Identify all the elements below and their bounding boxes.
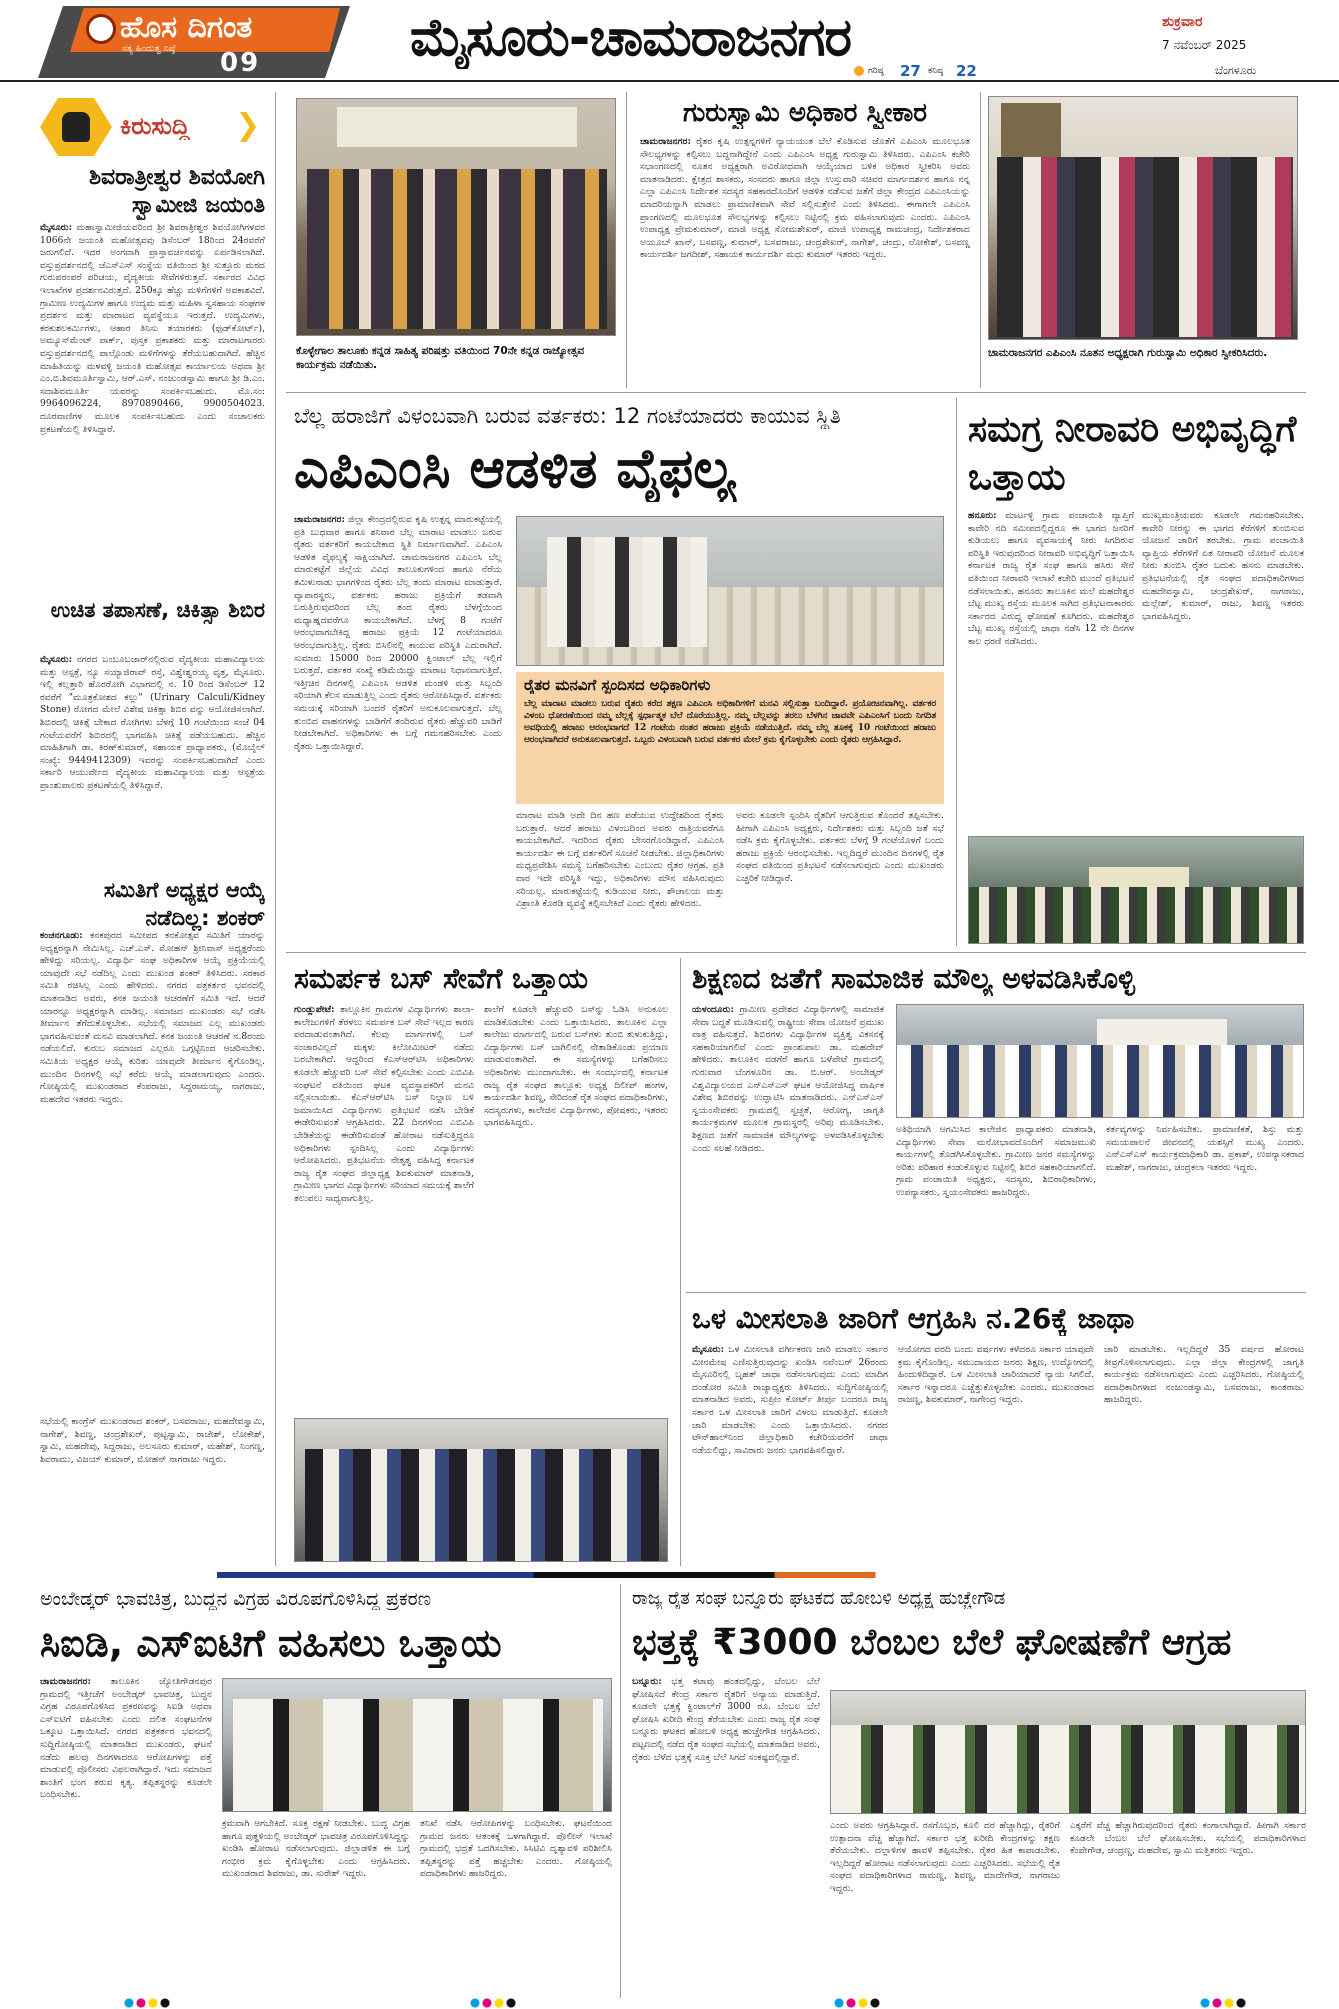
raitha-body xyxy=(632,1676,820,1994)
weather-low: 22 xyxy=(956,62,977,80)
brief-1-body xyxy=(40,222,265,594)
ambedkar-kicker: ಅಂಬೇಡ್ಕರ್ ಭಾವಚಿತ್ರ, ಬುದ್ಧನ ವಿಗ್ರಹ ವಿರೂಪಗೊಳಿಸಿದ್ದ ಪ್ರಕರಣ xyxy=(40,1588,432,1610)
reservation-title: ಒಳ ಮೀಸಲಾತಿ ಜಾರಿಗೆ ಆಗ್ರಹಿಸಿ ನ.26ಕ್ಕೆ ಜಾಥಾ xyxy=(692,1302,1135,1335)
apmc-dateline: ಚಾಮರಾಜನಗರ: xyxy=(294,514,345,525)
page-number: 09 xyxy=(220,48,261,78)
ambedkar-text: ತಾಲೂಕಿನ ಜ್ಯೋತಿಗೌಡನಪುರ ಗ್ರಾಮದಲ್ಲಿ ಇತ್ತೀಚೆಗೆ ಅಂಬೇಡ್ಕರ್ ಭಾವಚಿತ್ರ, ಬುದ್ಧನ ವಿಗ್ರಹ ವಿರೂಪಗೊಳಿಸಿದ ಪ್ರಕರಣವನ್ನು ಸಿಐಡಿ ಅಥವಾ ಎಸ್ಐಟಿಗೆ ವಹಿಸಬೇಕು ಎಂದು ದಲಿತ ಸಂಘಟನೆಗಳ ಒಕ್ಕೂಟ ಒತ್ತಾಯಿಸಿದೆ. ನಗರದ ಪತ್ರಕರ್ತರ ಭವನದಲ್ಲಿ ಸುದ್ದಿಗೋಷ್ಠಿಯಲ್ಲಿ ಮಾತನಾಡಿದ ಮುಖಂಡರು, ಘಟನೆ ನಡೆದು ಹಲವು ದಿನಗಳಾದರೂ ಆರೋಪಿಗಳನ್ನು ಪತ್ತೆ ಮಾಡುವಲ್ಲಿ ಪೊಲೀಸರು ವಿಫಲರಾಗಿದ್ದಾರೆ. ಇದು ಸಮಾಜದ ಶಾಂತಿಗೆ ಭಂಗ ತರುವ ಕೃತ್ಯ. ತಪ್ಪಿತಸ್ಥರನ್ನು ಕೂಡಲೇ ಬಂಧಿಸಬೇಕು. xyxy=(40,1676,212,1801)
chevron-right-icon xyxy=(240,112,256,142)
press-shape xyxy=(233,1699,603,1812)
apmc-body-3: ಅವರು ಕೂಡಲೇ ಸ್ಪಂದಿಸಿ ರೈತರಿಗೆ ಆಗುತ್ತಿರುವ ತೊಂದರೆ ತಪ್ಪಿಸಬೇಕು. ಹೀಗಾಗಿ ಎಪಿಎಂಸಿ ಅಧ್ಯಕ್ಷರು, ನಿರ್ದೇಶಕರು ಮತ್ತು ಸಿಬ್ಬಂದಿ ಜತೆ ಸಭೆ ನಡೆಸಿ ಕ್ರಮ ಕೈಗೊಳ್ಳಬೇಕು. ವರ್ತಕರು ಬೆಳಗ್ಗೆ 9 ಗಂಟೆಯೊಳಗೆ ಬಂದು ಹರಾಜು ಪ್ರಕ್ರಿಯೆ ಆರಂಭಿಸಬೇಕು. ಇಲ್ಲದಿದ್ದರೆ ಮುಂದಿನ ದಿನಗಳಲ್ಲಿ ರೈತ ಸಂಘದ ವತಿಯಿಂದ ಪ್ರತಿಭಟನೆ ನಡೆಸಲಾಗುವುದು ಎಂದು ಮುಖಂಡರು ಎಚ್ಚರಿಕೆ ನೀಡಿದ್ದಾರೆ. xyxy=(736,810,944,884)
bus-body-2: ಶಾಲೆಗೆ ಕೂಡಲೇ ಹೆಚ್ಚುವರಿ ಬಸ್‌ನ್ನು ಓಡಿಸಿ ಅನುಕೂಲ ಮಾಡಿಕೊಡಬೇಕು ಎಂದು ಒತ್ತಾಯಿಸಿದರು. ತಾಲೂಕಿನ ಎಲ್ಲಾ ಕಾಲೇಜು ಮಾರ್ಗದಲ್ಲಿ ಬರುವ ಬಸ್‌ಗಳು ತುಂಬಿ ತುಳುಕುತ್ತಿದ್ದು, ವಿದ್ಯಾರ್ಥಿಗಳು ಬಸ್ ಬಾಗಿಲಿನಲ್ಲಿ ನೇತಾಡಿಕೊಂಡು ಪ್ರಯಾಣ ಮಾಡುವಂತಾಗಿದೆ. ಈ ಸಮಸ್ಯೆಗಳನ್ನು ಬಗೆಹರಿಸಲು ಅಧಿಕಾರಿಗಳು ಮುಂದಾಗಬೇಕು. ಈ ಸಂದರ್ಭದಲ್ಲಿ ಕರ್ನಾಟಕ ರಾಜ್ಯ ರೈತ ಸಂಘದ ತಾಲ್ಲೂಕು ಅಧ್ಯಕ್ಷ ದಿಲೀಪ್ ಹಂಗಳ, ಕಾರ್ಯದರ್ಶಿ ಶಿವಣ್ಣ, ಸೇರಿದಂತೆ ರೈತ ಸಂಘದ ಪದಾಧಿಕಾರಿಗಳು, ಸದಸ್ಯರುಗಳು, ಕಾಲೇಜಿನ ವಿದ್ಯಾರ್ಥಿಗಳು, ಪೋಷಕರು, ಇತರರು ಭಾಗವಹಿಸಿದ್ದರು. xyxy=(484,1004,668,1129)
issue-day: ಶುಕ್ರವಾರ xyxy=(1162,14,1203,30)
apmc-body-2: ಮಾರಾಟ ಮಾಡಿ ಅದೇ ದಿನ ಹಣ ಪಡೆಯುವ ಉದ್ದೇಶದಿಂದ ರೈತರು ಬರುತ್ತಾರೆ. ಆದರೆ ಹರಾಜು ವಿಳಂಬದಿಂದ ಅವರು ರಾತ್ರಿಯವರೆಗೂ ಕಾಯಬೇಕಾಗಿದೆ. ಇದರಿಂದ ರೈತರು ಬೇಸರಗೊಂಡಿದ್ದಾರೆ. ಎಪಿಎಂಸಿ ಕಾರ್ಯದರ್ಶಿ ಈ ಬಗ್ಗೆ ವರ್ತಕರಿಗೆ ಸೂಚನೆ ನೀಡಬೇಕು. ಜಿಲ್ಲಾಧಿಕಾರಿಗಳು ಮಧ್ಯಪ್ರವೇಶಿಸಿ ಸಮಸ್ಯೆ ಬಗೆಹರಿಸಬೇಕು ಎಂಬುದು ರೈತರ ಆಗ್ರಹ. ಪ್ರತಿ ವಾರ ಇದೇ ಪರಿಸ್ಥಿತಿ ಇದ್ದು, ಅಧಿಕಾರಿಗಳು ಮೌನ ವಹಿಸಿರುವುದು ಸರಿಯಲ್ಲ. ಮಾರುಕಟ್ಟೆಯಲ್ಲಿ ಕುಡಿಯುವ ನೀರು, ಶೌಚಾಲಯ ಮತ್ತು ವಿಶ್ರಾಂತಿ ಕೊಠಡಿ ವ್ಯವಸ್ಥೆ ಕಲ್ಪಿಸಬೇಕಿದೆ ಎಂದು ರೈತರು ಹೇಳಿದರು. xyxy=(516,810,724,910)
mid-rule-2 xyxy=(680,958,681,1566)
social-hrule xyxy=(686,1292,1306,1293)
irrigation-body-2: ಮುಖ್ಯಮಂತ್ರಿಯವರು ಕೂಡಲೇ ಗಮನಹರಿಸಬೇಕು. ಕಾವೇರಿ ನೀರನ್ನು ಈ ಭಾಗದ ಕೆರೆಗಳಿಗೆ ತುಂಬಿಸುವ ಯೋಜನೆ ಜಾರಿಗೆ ತರಬೇಕು. ಗ್ರಾಮ ಪಂಚಾಯಿತಿ ವ್ಯಾಪ್ತಿಯ ಕೆರೆಗಳಿಗೆ ಏತ ನೀರಾವರಿ ಯೋಜನೆ ಮೂಲಕ ನೀರು ತುಂಬಿಸಿ ರೈತರ ಬದುಕು ಹಸನು ಮಾಡಬೇಕು. ಪ್ರತಿಭಟನೆಯಲ್ಲಿ ರೈತ ಸಂಘದ ಪದಾಧಿಕಾರಿಗಳಾದ ಮಹದೇವಸ್ವಾಮಿ, ಚಂದ್ರಶೇಖರ್, ನಾಗರಾಜು, ಮಲ್ಲೇಶ್, ಕುಮಾರ್, ರಾಜು, ಶಿವಣ್ಣ ಇತರರು ಭಾಗವಹಿಸಿದ್ದರು. xyxy=(1142,510,1304,622)
raitha-text: ಭತ್ತ ಕಟಾವು ಹಂತದಲ್ಲಿದ್ದು, ಬೆಂಬಲ ಬೆಲೆ ಘೋಷಿಸದೆ ಕೇಂದ್ರ ಸರ್ಕಾರ ರೈತರಿಗೆ ಅನ್ಯಾಯ ಮಾಡುತ್ತಿದೆ. ಕೂಡಲೇ ಭತ್ತಕ್ಕೆ ಕ್ವಿಂಟಾಲ್‌ಗೆ 3000 ರೂ. ಬೆಂಬಲ ಬೆಲೆ ಘೋಷಿಸಿ ಖರೀದಿ ಕೇಂದ್ರ ತೆರೆಯಬೇಕು ಎಂದು ರಾಜ್ಯ ರೈತ ಸಂಘ ಬನ್ನೂರು ಘಟಕದ ಹೋಬಳಿ ಅಧ್ಯಕ್ಷ ಹುಚ್ಚೇಗೌಡ ಆಗ್ರಹಿಸಿದರು. ಪಟ್ಟಣದಲ್ಲಿ ನಡೆದ ರೈತ ಸಂಘದ ಸಭೆಯಲ್ಲಿ ಮಾತನಾಡಿದ ಅವರು, ರೈತರು ಬೆಳೆದ ಭತ್ತಕ್ಕೆ ಸೂಕ್ತ ಬೆಲೆ ಸಿಗದೆ ಸಂಕಷ್ಟದಲ್ಲಿದ್ದಾರೆ. xyxy=(632,1676,820,1763)
social-text: ಗ್ರಾಮೀಣ ಪ್ರದೇಶದ ವಿದ್ಯಾರ್ಥಿಗಳಲ್ಲಿ ಸಾಮಾಜಿಕ ಸೇವಾ ಬದ್ಧತೆ ಮೂಡಿಸುವಲ್ಲಿ ರಾಷ್ಟ್ರೀಯ ಸೇವಾ ಯೋಜನೆ ಪ್ರಮುಖ ಪಾತ್ರ ವಹಿಸುತ್ತದೆ. ಶಿಬಿರಗಳು ವಿದ್ಯಾರ್ಥಿಗಳ ವ್ಯಕ್ತಿತ್ವ ವಿಕಸನಕ್ಕೆ ಸಹಕಾರಿಯಾಗಲಿವೆ ಎಂದು ಪ್ರಾಂಶುಪಾಲ ಡಾ. ಮಹದೇವ್ ಹೇಳಿದರು. ತಾಲೂಕಿನ ವಡಗೆರೆ ಹಾಗೂ ಬಳೆಪೇಟೆ ಗ್ರಾಮದಲ್ಲಿ ಗುರುವಾರ ಬೆಂಗಳೂರಿನ ಡಾ. ಬಿ.ಆರ್. ಅಂಬೇಡ್ಕರ್ ವಿಶ್ವವಿದ್ಯಾಲಯದ ಎನ್ಎಸ್ಎಸ್ ಘಟಕ ಆಯೋಜಿಸಿದ್ದ ವಾರ್ಷಿಕ ವಿಶೇಷ ಶಿಬಿರವನ್ನು ಉದ್ಘಾಟಿಸಿ ಮಾತನಾಡಿದರು. ಎನ್ಎಸ್ಎಸ್ ಸ್ವಯಂಸೇವಕರು ಗ್ರಾಮದಲ್ಲಿ ಸ್ವಚ್ಛತೆ, ಆರೋಗ್ಯ, ಜಾಗೃತಿ ಕಾರ್ಯಕ್ರಮಗಳ ಮೂಲಕ ಗ್ರಾಮಸ್ಥರಲ್ಲಿ ಅರಿವು ಮೂಡಿಸಬೇಕು. ಶಿಕ್ಷಣದ ಜತೆಗೆ ಸಾಮಾಜಿಕ ಮೌಲ್ಯಗಳನ್ನು ಅಳವಡಿಸಿಕೊಳ್ಳಬೇಕು ಎಂದು ಸಲಹೆ ನೀಡಿದರು. xyxy=(692,1004,884,1154)
hand-icon xyxy=(62,112,90,142)
brief-2-dateline: ಮೈಸೂರು: xyxy=(40,654,72,665)
apmc-title: ಎಪಿಎಂಸಿ ಆಡಳಿತ ವೈಫಲ್ಯ xyxy=(294,437,736,500)
apmc-kicker: ಬೆಲ್ಲ ಹರಾಜಿಗೆ ವಿಳಂಬವಾಗಿ ಬರುವ ವರ್ತಕರು: 12 ಗಂಟೆಯಾದರು ಕಾಯುವ ಸ್ಥಿತಿ xyxy=(294,404,841,428)
photo-raitha xyxy=(830,1690,1306,1814)
brief-1-title: ಶಿವರಾತ್ರೀಶ್ವರ ಶಿವಯೋಗಿ ಸ್ವಾಮೀಜಿ ಜಯಂತಿ xyxy=(88,165,265,218)
masthead xyxy=(0,0,1339,82)
ambedkar-title: ಸಿಐಡಿ, ಎಸ್ಐಟಿಗೆ ವಹಿಸಲು ಒತ್ತಾಯ xyxy=(40,1621,502,1665)
brief-3-dateline: ಕಂಚನಗೂಡು: xyxy=(40,930,83,941)
photo-irrigation xyxy=(968,836,1304,944)
ambedkar-body-3: ತನಿಖೆ ನಡೆಸಿ ಆರೋಪಿಗಳನ್ನು ಬಂಧಿಸಬೇಕು. ಘಟನೆಯಿಂದ ಗ್ರಾಮದ ಜನರು ಆತಂಕಕ್ಕೆ ಒಳಗಾಗಿದ್ದಾರೆ. ಪೊಲೀಸ್ ಇಲಾಖೆ ಗ್ರಾಮದಲ್ಲಿ ಭದ್ರತೆ ಒದಗಿಸಬೇಕು. ಸಿಸಿಟಿವಿ ದೃಶ್ಯಾವಳಿ ಪರಿಶೀಲಿಸಿ ತಪ್ಪಿತಸ್ಥರನ್ನು ಪತ್ತೆ ಹಚ್ಚಬೇಕು ಎಂದರು. ಗೋಷ್ಠಿಯಲ್ಲಿ ಪದಾಧಿಕಾರಿಗಳು ಹಾಜರಿದ್ದರು. xyxy=(420,1818,612,1880)
people-shape xyxy=(307,169,607,329)
weather-low-label: ಕನಿಷ್ಠ xyxy=(928,66,944,76)
meeting-shape xyxy=(831,1725,1306,1814)
brief-3-text: ಕನಕಪುರದ ಸಮೀಪದ ಕನಕೋತ್ಸವ ಸಮಿತಿಗೆ ಯಾರನ್ನು ಅಧ್ಯಕ್ಷರನ್ನಾಗಿ ನೇಮಿಸಿಲ್ಲ. ಎಚ್.ಎಸ್. ಮೋಹನ್ ಶ್ರೀನಿವಾಸ್ ಅಧ್ಯಕ್ಷರೆಂದು ಹೇಳಿದ್ದು ಸರಿಯಲ್ಲ. ವಿದ್ಯಾರ್ಥಿ ಸಂಘ ಅಧಿಕಾರಿಗಳ ಆಯ್ಕೆ ಪ್ರಕ್ರಿಯೆಯಲ್ಲಿ ಯಾವುದೇ ಸಭೆ ನಡೆದಿಲ್ಲ ಎಂದು ಮುಖಂಡ ಶಂಕರ್ ತಿಳಿಸಿದರು. ಸರಕಾರ ಸಮಿತಿ ರಚಿಸಿಲ್ಲ ಎಂದು ಹೇಳಿದರು. ನಗರದ ಪತ್ರಕರ್ತರ ಭವನದಲ್ಲಿ ಮಾತನಾಡಿದ ಅವರು, ಕನಕ ಜಯಂತಿ ಆಚರಣೆಗೆ ಸಮಿತಿ ಇದೆ. ಆದರೆ ಯಾರನ್ನೂ ಅಧ್ಯಕ್ಷರನ್ನಾಗಿ ಮಾಡಿಲ್ಲ. ಸಮಾಜದ ಮುಖಂಡರು ಸಭೆ ನಡೆಸಿ ತೀರ್ಮಾನ ತೆಗೆದುಕೊಳ್ಳಬೇಕು. ಸಭೆಯಲ್ಲಿ ಸಮಾಜದ ಎಲ್ಲ ಮುಖಂಡರು ಭಾಗವಹಿಸುವಂತೆ ಮನವಿ ಮಾಡಲಾಗಿದೆ. ಕನಕ ಜಯಂತಿ ಆಚರಣೆ ನ.8ರಂದು ನಡೆಯಲಿದೆ. ಕುರುಬ ಸಮಾಜದ ಎಲ್ಲರೂ ಒಗ್ಗಟ್ಟಿನಿಂದ ಆಚರಿಸಬೇಕು. ಸಮಿತಿಯ ಅಧ್ಯಕ್ಷರ ಆಯ್ಕೆ ಕುರಿತು ಯಾವುದೇ ತೀರ್ಮಾನ ಕೈಗೊಂಡಿಲ್ಲ. ಮುಂದಿನ ದಿನಗಳಲ್ಲಿ ಸಭೆ ಕರೆದು ಆಯ್ಕೆ ಮಾಡಲಾಗುವುದು ಎಂದರು. ಗೋಷ್ಠಿಯಲ್ಲಿ ಮುಖಂಡರಾದ ಕೆಂಪರಾಜು, ಸಿದ್ದರಾಮಯ್ಯ, ನಾಗರಾಜು, ಮಹದೇವ ಇತರರು ಇದ್ದರು. xyxy=(40,930,265,1105)
ambedkar-body xyxy=(40,1676,212,1994)
reservation-body-2: ಆಯೋಗದ ವರದಿ ಬಂದು ವರ್ಷಗಳು ಕಳೆದರೂ ಸರ್ಕಾರ ಯಾವುದೇ ಕ್ರಮ ಕೈಗೊಂಡಿಲ್ಲ. ಸಮುದಾಯದ ಜನರು ಶಿಕ್ಷಣ, ಉದ್ಯೋಗದಲ್ಲಿ ಹಿಂದುಳಿದಿದ್ದಾರೆ. ಒಳ ಮೀಸಲಾತಿ ಜಾರಿಯಾದರೆ ನ್ಯಾಯ ಸಿಗಲಿದೆ. ಸರ್ಕಾರ ಇನ್ನಾದರೂ ಎಚ್ಚೆತ್ತುಕೊಳ್ಳಬೇಕು ಎಂದರು. ಮುಖಂಡರಾದ ರಾಜಣ್ಣ, ಶಿವಕುಮಾರ್, ನಾಗೇಂದ್ರ ಇದ್ದರು. xyxy=(898,1344,1094,1406)
people-shape-3 xyxy=(547,537,707,647)
registration-marks-4 xyxy=(1200,1998,1260,2008)
apmc-box-title: ರೈತರ ಮನವಿಗೆ ಸ್ಪಂದಿಸದ ಅಧಿಕಾರಿಗಳು xyxy=(524,676,711,694)
top-rule-2 xyxy=(980,92,981,388)
gurusw-title: ಗುರುಸ್ವಾಮಿ ಅಧಿಕಾರ ಸ್ವೀಕಾರ xyxy=(682,98,928,128)
gurusw-text: ರೈತರ ಕೃಷಿ ಉತ್ಪನ್ನಗಳಿಗೆ ನ್ಯಾಯಯುತ ಬೆಲೆ ಕೊಡಿಸುವ ಜೊತೆಗೆ ಎಪಿಎಂಸಿ ಮೂಲಭೂತ ಸೌಲಭ್ಯಗಳನ್ನು ಕಲ್ಪಿಸಲು ಬದ್ಧನಾಗಿದ್ದೇನೆ ಎಂದು ಎಪಿಎಂಸಿ ಅಧ್ಯಕ್ಷ ಗುರುಸ್ವಾಮಿ ತಿಳಿಸಿದರು. ಎಪಿಎಂಸಿ ಕಚೇರಿ ಸಭಾಂಗಣದಲ್ಲಿ ನೂತನ ಅಧ್ಯಕ್ಷರಾಗಿ ಅವಿರೋಧವಾಗಿ ಆಯ್ಕೆಯಾದ ಬಳಿಕ ಅಧಿಕಾರ ಸ್ವೀಕರಿಸಿ ಅವರು ಮಾತನಾಡಿದರು. ಕ್ಷೇತ್ರದ ಶಾಸಕರು, ಸಂಸದರು ಹಾಗೂ ಜಿಲ್ಲಾ ಉಸ್ತುವಾರಿ ಸಚಿವರ ಮಾರ್ಗದರ್ಶನ ಹಾಗೂ ನನ್ನ ಎಲ್ಲಾ ಎಪಿಎಂಸಿ ನಿರ್ದೇಶಕ ಸದಸ್ಯರ ಸಹಕಾರದೊಂದಿಗೆ ಆಡಳಿತ ನಡೆಸುವ ಜತೆಗೆ ಜಿಲ್ಲಾ ಕೇಂದ್ರದ ಎಪಿಎಂಸಿಯನ್ನು ಮಾದರಿಯನ್ನಾಗಿ ಮಾಡಲು ಪ್ರಾಮಾಣಿಕವಾಗಿ ಸೇವೆ ಸಲ್ಲಿಸುತ್ತೇನೆ ಎಂದು ತಿಳಿಸಿದರು. ಈಗಾಗಲೇ ಎಪಿಎಂಸಿ ಪ್ರಾಂಗಣದಲ್ಲಿ ಮೂಲಭೂತ ಸೌಲಭ್ಯಗಳನ್ನು ಕಲ್ಪಿಸಲು ನಿಟ್ಟಿನಲ್ಲಿ ಕ್ರಮ ವಹಿಸಲಾಗುವುದು ಎಂದರು. ಎಪಿಎಂಸಿ ಉಪಾಧ್ಯಕ್ಷ ಪ್ರೇಮಕುಮಾರ್, ಮಾಜಿ ಅಧ್ಯಕ್ಷ ಸೋಮಶೇಖರ್, ಮಾಜಿ ಉಪಾಧ್ಯಕ್ಷ ರಾಮಚಂದ್ರ, ನಿರ್ದೇಶಕರಾದ ಅಯೂಬ್ ಖಾನ್, ಬಸವಣ್ಣ, ಕುಮಾರ್, ಬಸವರಾಜು, ಚಂದ್ರಶೇಖರ್, ನಾಗೇಶ್, ಚಂದ್ರು, ಲೋಕೇಶ್, ಬಸವಣ್ಣ ಕಾರ್ಯದರ್ಶಿ ಜಗದೀಶ್, ಸಹಾಯಕ ಕಾರ್ಯದರ್ಶಿ ಮಧು ಕುಮಾರ್ ಇತರರು ಇದ್ದರು. xyxy=(640,136,970,261)
students-shape xyxy=(305,1449,659,1562)
raitha-body-3: ಎಕ್ಕರೆಗೆ ವೆಚ್ಚ ಹೆಚ್ಚಾಗಿರುವುದರಿಂದ ರೈತರು ಕಂಗಾಲಾಗಿದ್ದಾರೆ. ಹೀಗಾಗಿ ಸರ್ಕಾರ ಕೂಡಲೇ ಬೆಂಬಲ ಬೆಲೆ ಘೋಷಿಸಬೇಕು. ಸಭೆಯಲ್ಲಿ ಪದಾಧಿಕಾರಿಗಳಾದ ಕೆಂಪೇಗೌಡ, ಚಂದ್ರಣ್ಣ, ಮಹದೇವ, ಸ್ವಾಮಿ ಮತ್ತಿತರರು ಇದ್ದರು. xyxy=(1070,1820,1306,1857)
brief-2-body xyxy=(40,654,265,872)
registration-marks-3 xyxy=(834,1998,894,2008)
brief-3-title: ಸಮಿತಿಗೆ ಅಧ್ಯಕ್ಷರ ಆಯ್ಕೆ ನಡೆದಿಲ್ಲ: ಶಂಕರ್ xyxy=(103,878,265,930)
bus-title: ಸಮರ್ಪಕ ಬಸ್ ಸೇವೆಗೆ ಒತ್ತಾಯ xyxy=(294,962,589,995)
bus-text: ತಾಲ್ಲೂಕಿನ ಗ್ರಾಮಗಳ ವಿದ್ಯಾರ್ಥಿಗಳು ಶಾಲಾ-ಕಾಲೇಜುಗಳಿಗೆ ತೆರಳಲು ಸಮರ್ಪಕ ಬಸ್ ಸೇವೆ ಇಲ್ಲದ ಕಾರಣ ಪರದಾಡುವಂತಾಗಿದೆ. ಕೆಲವು ಮಾರ್ಗಗಳಲ್ಲಿ ಬಸ್ ಸಂಚಾರವಿಲ್ಲದೆ ಮಕ್ಕಳು ಕಿಲೋಮೀಟರ್ ನಡೆದು ಬರಬೇಕಾಗಿದೆ. ಆದ್ದರಿಂದ ಕೆಎಸ್ಆರ್‌ಟಿಸಿ ಅಧಿಕಾರಿಗಳು ಕೂಡಲೇ ಹೆಚ್ಚುವರಿ ಬಸ್ ಸೇವೆ ಕಲ್ಪಿಸಬೇಕು ಎಂದು ಎಬಿವಿಪಿ ಸಂಘಟನೆ ವತಿಯಿಂದ ಘಟಕ ವ್ಯವಸ್ಥಾಪಕರಿಗೆ ಮನವಿ ಸಲ್ಲಿಸಲಾಯಿತು. ಕೆಎಸ್ಆರ್‌ಟಿಸಿ ಬಸ್ ನಿಲ್ದಾಣ ಬಳಿ ಜಮಾಯಿಸಿದ ವಿದ್ಯಾರ್ಥಿಗಳು ಪ್ರತಿಭಟನೆ ನಡೆಸಿ ಬೇಡಿಕೆ ಈಡೇರಿಸುವಂತೆ ಆಗ್ರಹಿಸಿದರು. 22 ದಿನಗಳಿಂದ ಎಬಿವಿಪಿ ಬೇಡಿಕೆಯನ್ನು ಈಡೇರಿಸುವಂತೆ ಹೋರಾಟ ನಡೆಸುತ್ತಿದ್ದರೂ ಅಧಿಕಾರಿಗಳು ಸ್ಪಂದಿಸಿಲ್ಲ ಎಂದು ವಿದ್ಯಾರ್ಥಿಗಳು ಆರೋಪಿಸಿದರು. ಪ್ರತಿಭಟನೆಯ ನೇತೃತ್ವ ವಹಿಸಿದ್ದ ಕರ್ನಾಟಕ ರಾಜ್ಯ ರೈತ ಸಂಘದ ಜಿಲ್ಲಾಧ್ಯಕ್ಷ ಶಿವಕುಮಾರ್ ಮಾತನಾಡಿ, ಗ್ರಾಮೀಣ ಭಾಗದ ವಿದ್ಯಾರ್ಥಿಗಳು ಸರಿಯಾದ ಸಮಯಕ್ಕೆ ಶಾಲೆಗೆ ತಲುಪಲು ಸಾಧ್ಯವಾಗುತ್ತಿಲ್ಲ. xyxy=(294,1004,474,1204)
irrigation-body xyxy=(968,510,1134,830)
social-title: ಶಿಕ್ಷಣದ ಜತೆಗೆ ಸಾಮಾಜಿಕ ಮೌಲ್ಯ ಅಳವಡಿಸಿಕೊಳ್ಳಿ xyxy=(692,962,1135,995)
social-body xyxy=(692,1004,884,1286)
top-hrule xyxy=(286,392,1306,393)
raitha-dateline: ಬನ್ನೂರು: xyxy=(632,1676,662,1687)
mid-hrule xyxy=(286,952,1306,953)
sun-icon xyxy=(854,66,864,76)
issue-city: ಬೆಂಗಳೂರು xyxy=(1215,64,1257,77)
apmc-box xyxy=(516,672,944,804)
apmc-box-body: ಬೆಲ್ಲ ಮಾರಾಟ ಮಾಡಲು ಬರುವ ರೈತರು ಕರೆದ ತಕ್ಷಣ ಎಪಿಎಂಸಿ ಅಧಿಕಾರಿಗಳಿಗೆ ಮನವಿ ಸಲ್ಲಿಸುತ್ತಾ ಬಂದಿದ್ದಾರೆ. ಪ್ರಯೋಜನವಾಗಿಲ್ಲ. ವರ್ತಕರ ವಿಳಂಬ ಧೋರಣೆಯಿಂದ ನಮ್ಮ ಬೆಲ್ಲಕ್ಕೆ ಸ್ಪರ್ಧಾತ್ಮಕ ಬೆಲೆ ದೊರೆಯುತ್ತಿಲ್ಲ. ನಮ್ಮ ಬೆಲ್ಲವನ್ನು ತರಲು ಬೆಳಗಿನ ಜಾವವೇ ಎಪಿಎಂಸಿಗೆ ಬಂದು ನಿಗದಿತ ಅವಧಿಯಲ್ಲಿ ಹರಾಜು ಆರಂಭವಾಗದೆ 12 ಗಂಟೆಯ ನಂತರ ಹರಾಜು ಪ್ರಕ್ರಿಯೆ ನಡೆಯುತ್ತಿದೆ. ನಮ್ಮ ಬೆಲ್ಲ ತೂಕಕ್ಕೆ 10 ಗಂಟೆಯಿಂದ ಹರಾಜು ಆರಂಭವಾಗಿದರೆ ಅನುಕೂಲವಾಗುತ್ತದೆ. ಒಬ್ಬರು ವಿಳಂಬವಾಗಿ ಬರುವ ವರ್ತಕರ ಮೇಲೆ ಕ್ರಮ ಕೈಗೊಳ್ಳಬೇಕು ಎಂದು ರೈತರು ಆಗ್ರಹಿಸಿದ್ದಾರೆ. xyxy=(524,699,936,745)
raitha-kicker: ರಾಜ್ಯ ರೈತ ಸಂಘ ಬನ್ನೂರು ಘಟಕದ ಹೋಬಳಿ ಅಧ್ಯಕ್ಷ ಹುಚ್ಚೇಗೌಡ xyxy=(632,1588,1006,1609)
bus-dateline: ಗುಂಡ್ಲುಪೇಟೆ: xyxy=(294,1004,335,1015)
brand-name: ಹೊಸ ದಿಗಂತ xyxy=(120,10,253,45)
ambedkar-dateline: ಚಾಮರಾಜನಗರ: xyxy=(40,1676,91,1687)
social-body-3: ಕರ್ತವ್ಯಗಳನ್ನು ನಿರ್ವಹಿಸಬೇಕು. ಪ್ರಾಮಾಣಿಕತೆ, ಶಿಸ್ತು ಮತ್ತು ಸಮಯಪಾಲನೆ ಜೀವನದಲ್ಲಿ ಯಶಸ್ಸಿಗೆ ಮುಖ್ಯ ಎಂದರು. ಎನ್ಎಸ್ಎಸ್ ಕಾರ್ಯಕ್ರಮಾಧಿಕಾರಿ ಡಾ. ಪ್ರಕಾಶ್, ಉಪನ್ಯಾಸಕರಾದ ಮಹೇಶ್, ನಾಗರಾಜು, ಚಂದ್ರಕಲಾ ಇತರರು ಇದ್ದರು. xyxy=(1106,1124,1304,1173)
brief-3-body xyxy=(40,930,265,1414)
weather-high: 27 xyxy=(900,62,921,80)
brand-tagline: ಸತ್ಯ ಹಿಂದುತ್ವ ನಿಷ್ಠೆ xyxy=(122,44,176,54)
ambedkar-body-2: ಕ್ರಮವಾಗಿ ಆಗಬೇಕಿದೆ. ಸೂಕ್ತ ರಕ್ಷಣೆ ನೀಡಬೇಕು. ಬುದ್ಧ ವಿಗ್ರಹ ಹಾಗೂ ಪುತ್ಥಳಿಯಲ್ಲಿ ಅಂಬೇಡ್ಕರ್ ಭಾವಚಿತ್ರ ವಿರೂಪಗೊಳಿಸಿದ್ದನ್ನು ಖಂಡಿಸಿ ಹೋರಾಟ ನಡೆಸಲಾಗುವುದು. ಜಿಲ್ಲಾಡಳಿತ ಈ ಬಗ್ಗೆ ಗಂಭೀರ ಕ್ರಮ ಕೈಗೊಳ್ಳಬೇಕು ಎಂದು ಆಗ್ರಹಿಸಿದರು. ಮುಖಂಡರಾದ ಶಿವರಾಜು, ಡಾ. ಸುರೇಶ್ ಇದ್ದರು. xyxy=(222,1818,410,1880)
kirusuddi-label: ಕಿರುಸುದ್ದಿ xyxy=(120,112,190,140)
photo-jaggery xyxy=(516,516,944,666)
reservation-text: ಒಳ ಮೀಸಲಾತಿ ವರ್ಗೀಕರಣ ಜಾರಿ ಮಾಡಲು ಸರ್ಕಾರ ಮೀನಮೇಷ ಎಣಿಸುತ್ತಿರುವುದನ್ನು ಖಂಡಿಸಿ ನವೆಂಬರ್ 26ರಂದು ಮೈಸೂರಿನಲ್ಲಿ ಬೃಹತ್ ಜಾಥಾ ನಡೆಸಲಾಗುವುದು ಎಂದು ಮಾದಿಗ ದಂಡೋರ ಸಮಿತಿ ರಾಜ್ಯಾಧ್ಯಕ್ಷರು ತಿಳಿಸಿದರು. ಸುದ್ದಿಗೋಷ್ಠಿಯಲ್ಲಿ ಮಾತನಾಡಿದ ಅವರು, ಸುಪ್ರೀಂ ಕೋರ್ಟ್ ತೀರ್ಪು ಬಂದರೂ ರಾಜ್ಯ ಸರ್ಕಾರ ಒಳ ಮೀಸಲಾತಿ ಜಾರಿಗೆ ವಿಳಂಬ ಮಾಡುತ್ತಿದೆ. ಕೂಡಲೇ ಜಾರಿ ಮಾಡಬೇಕು ಎಂದು ಒತ್ತಾಯಿಸಿದರು. ನಗರದ ಟೌನ್‌ಹಾಲ್‌ನಿಂದ ಜಿಲ್ಲಾಧಿಕಾರಿ ಕಚೇರಿಯವರೆಗೆ ಜಾಥಾ ನಡೆಯಲಿದ್ದು, ಸಾವಿರಾರು ಜನರು ಭಾಗವಹಿಸಲಿದ್ದಾರೆ. xyxy=(692,1344,888,1456)
raitha-body-2: ಎಂದು ಅವರು ಆಗ್ರಹಿಸಿದ್ದಾರೆ. ರಸಗೊಬ್ಬರ, ಕೂಲಿ ದರ ಹೆಚ್ಚಾಗಿದ್ದು, ರೈತರಿಗೆ ಉತ್ಪಾದನಾ ವೆಚ್ಚ ಹೆಚ್ಚಾಗಿದೆ. ಸರ್ಕಾರ ಭತ್ತ ಖರೀದಿ ಕೇಂದ್ರಗಳನ್ನು ತಕ್ಷಣ ತೆರೆಯಬೇಕು. ದಲ್ಲಾಳಿಗಳ ಹಾವಳಿ ತಪ್ಪಿಸಬೇಕು. ರೈತರ ಹಿತ ಕಾಪಾಡಬೇಕು. ಇಲ್ಲದಿದ್ದರೆ ಹೋರಾಟ ನಡೆಸಲಾಗುವುದು ಎಂದು ಎಚ್ಚರಿಸಿದರು. ಸಭೆಯಲ್ಲಿ ರೈತ ಸಂಘದ ಪದಾಧಿಕಾರಿಗಳಾದ ರಾಮಣ್ಣ, ಶಿವಣ್ಣ, ಮಾದೇಗೌಡ, ನಾಗರಾಜು ಇದ್ದರು. xyxy=(830,1820,1060,1894)
brief-1-dateline: ಮೈಸೂರು: xyxy=(40,222,72,233)
irrigation-title: ಸಮಗ್ರ ನೀರಾವರಿ ಅಭಿವೃದ್ಧಿಗೆ ಒತ್ತಾಯ xyxy=(968,409,1297,498)
brief-3-body-2: ಸಭೆಯಲ್ಲಿ ಕಾಂಗ್ರೆಸ್ ಮುಖಂಡರಾದ ಶಂಕರ್, ಬಸವರಾಜು, ಮಹದೇವಸ್ವಾಮಿ, ನಾಗೇಶ್, ಶಿವಣ್ಣ, ಚಂದ್ರಶೇಖರ್, ಪುಟ್ಟಸ್ವಾಮಿ, ರಾಜೇಶ್, ಲೋಕೇಶ್, ಸ್ವಾಮಿ, ಮಹದೇವು, ಸಿದ್ದರಾಜು, ಅಲಸೂರು ಕುಮಾರ್, ಮಹೇಶ್, ನಿಂಗಣ್ಣ, ಶಿವರಾಮು, ವಿಜಯ್ ಕುಮಾರ್, ಮೋಹನ್ ನಾಗರಾಜು ಇದ್ದರು. xyxy=(40,1416,265,1465)
brief-1-text: ಮಹಾಸ್ವಾಮೀಜಿಯವರಿಂದ ಶ್ರೀ ಶಿವರಾತ್ರೀಶ್ವರ ಶಿವಯೋಗಿಗಳವರ 1066ನೇ ಜಯಂತಿ ಮಹೋತ್ಸವವು ಡಿಸೆಂಬರ್ 18ರಿಂದ 24ರವರೆಗೆ ಜರುಗಲಿದೆ. ಇದರ ಅಂಗವಾಗಿ ಪ್ರಾಸ್ತಾವರ್ಚನವನ್ನು ಏರ್ಪಡಿಸಲಾಗಿದೆ. ವಸ್ತುಪ್ರದರ್ಶನದಲ್ಲಿ ಜೆಎಸ್‌ಎಸ್ ಸಂಸ್ಥೆಯ ವತಿಯಿಂದ ಶ್ರೀ ಸುತ್ತೂರು ಮಠದ ಗುರುಪರಂಪರೆ ಪರಿಚಯ, ವೈದ್ಯಕೀಯ ಸೇವೆಗಳಿರುತ್ತವೆ. ಸರ್ಕಾರದ ವಿವಿಧ ಇಲಾಖೆಗಳ ಪ್ರದರ್ಶನವಿರುತ್ತದೆ. 250ಕ್ಕೂ ಹೆಚ್ಚು ಮಳಿಗೆಗಳಿಗೆ ಅವಕಾಶವಿದೆ. ಗ್ರಾಮೀಣ ಉದ್ಯಮಿಗಳ ಹಾಗೂ ಉದ್ಯಮ ಮತ್ತು ಮಹಿಳಾ ಸ್ವಸಹಾಯ ಸಂಘಗಳ ಪ್ರದರ್ಶನ ಮತ್ತು ಮಾರಾಟದ ವ್ಯವಸ್ಥೆಯೂ ಇರುತ್ತದೆ. ಉದ್ಯಮಿಗಳು, ಕರಕುಶಲಕರ್ಮಿಗಳು, ಆಹಾರ ತಿನಿಸು ತಯಾರಕರು (ಫುಡ್‌ಕೋರ್ಟ್), ಅಮ್ಯೂಸ್‌ಮೆಂಟ್ ಪಾರ್ಕ್, ಪುಸ್ತಕ ಪ್ರಕಾಶಕರು ಮತ್ತು ಮಾರಾಟಗಾರರು ವಸ್ತುಪ್ರದರ್ಶನದಲ್ಲಿ ಪಾಲ್ಗೊಂಡು ಮಳಿಗೆಗಳನ್ನು ತೆರೆಯಬಹುದಾಗಿದೆ. ಹೆಚ್ಚಿನ ಮಾಹಿತಿಯನ್ನು ಮಳವಳ್ಳಿ ಜಯಂತಿ ಮಹೋತ್ಸವ ಕಾರ್ಯಾಲಯ ಅಥವಾ ಶ್ರೀ ಎಂ.ಬಿ.ಶಿವಮೂರ್ತಿಸ್ವಾಮಿ, ಆರ್.ಎಸ್. ನಂಜುಂಡಸ್ವಾಮಿ ಹಾಗೂ ಶ್ರೀ ಡಿ.ಎಂ. ಸದಾಶಿವಮೂರ್ತಿ ಯವರನ್ನು ಸಂಪರ್ಕಿಸಬಹುದು. ಮೊ.ಸಂ: 9964096224, 8970890466, 9900504023. ದೂರವಾಣಿಗಳ ಮೂಲಕ ಸಂಪರ್ಕಿಸಬಹುದು ಎಂದು ಸಂಚಾಲಕರು ಪ್ರಕಟಣೆಯಲ್ಲಿ ತಿಳಿಸಿದ್ದಾರೆ. xyxy=(40,222,265,435)
bottom-rule xyxy=(620,1584,621,1998)
irrigation-text: ಮಾರ್ಟಳ್ಳಿ ಗ್ರಾಮ ಪಂಚಾಯಿತಿ ವ್ಯಾಪ್ತಿಗೆ ಕಾವೇರಿ ನದಿ ಸಮೀಪದಲ್ಲಿದ್ದರೂ ಈ ಭಾಗದ ಜನರಿಗೆ ಕುಡಿಯಲು ಹಾಗೂ ವ್ಯವಸಾಯಕ್ಕೆ ನೀರು ಸಿಗದಿರುವ ಪರಿಸ್ಥಿತಿ ಇರುವುದರಿಂದ ನೀರಾವರಿ ಅಭಿವೃದ್ಧಿಗೆ ಒತ್ತಾಯಿಸಿ ಕರ್ನಾಟಕ ರಾಜ್ಯ ರೈತ ಸಂಘ ಹಾಗೂ ಹಸಿರು ಸೇನೆ ವತಿಯಿಂದ ನೀರಾವರಿ ಇಲಾಖೆ ಕಚೇರಿ ಮುಂದೆ ಪ್ರತಿಭಟನೆ ನಡೆಸಲಾಯಿತು. ಹನೂರು ತಾಲೂಕಿನ ಮಲೆ ಮಹದೇಶ್ವರ ಬೆಟ್ಟ ಮುಖ್ಯ ರಸ್ತೆಯ ಮೂಲಕ ಸಾಗಿದ ಪ್ರತಿಭಟನಾಕಾರರು ಸರ್ಕಾರದ ವಿರುದ್ಧ ಘೋಷಣೆ ಕೂಗಿದರು. ಮಹದೇಶ್ವರ ಬೆಟ್ಟ ಮುಖ್ಯ ರಸ್ತೆಯಲ್ಲಿ ಜಾಥಾ ನಡೆಸಿ 12 ನೇ ದಿನಗಳ ಕಾಲ ಧರಣಿ ನಡೆಸಿದರು. xyxy=(968,510,1134,647)
photo-rajyotsava xyxy=(296,98,616,336)
left-col-rule xyxy=(275,92,276,1566)
brief-2-text: ನಗರದ ಬಂಬೂಬಜಾರ್‌ನಲ್ಲಿರುವ ವೈದ್ಯಕೀಯ ಮಹಾವಿದ್ಯಾಲಯ ಮತ್ತು ಆಸ್ಪತ್ರೆ, ನ್ಯೂ ಸಯ್ಯಾಜಿರಾವ್ ರಸ್ತೆ, ವಿಶ್ವೇಶ್ವರಯ್ಯ ವೃತ್ತ, ಮೈಸೂರು. ಇಲ್ಲಿ ಕಲ್ಲತ್ತಾರಿ ಹೊರರೋಗಿ ವಿಭಾಗದಲ್ಲಿ ನ. 10 ರಿಂದ ಡಿಸೆಂಬರ್ 12 ರವರೆಗೆ "ಮೂತ್ರಕೋಶದ ಕಲ್ಲು" (Urinary Calculi/Kidney Stone) ರೋಗದ ಮೇಲೆ ವಿಶೇಷ ಚಿಕಿತ್ಸಾ ಶಿಬಿರ ವನ್ನು ಆಯೋಜಿಸಲಾಗಿದೆ. ಶಿಬಿರದಲ್ಲಿ ಚಿಕಿತ್ಸೆ ಬೇಕಾದ ರೋಗಿಗಳು ಬೆಳಗ್ಗೆ 10 ಗಂಟೆಯಿಂದ ಸಂಜೆ 04 ಗಂಟೆಯವರೆಗೆ ಶಿಬಿರದಲ್ಲಿ ಭಾಗವಹಿಸಿ ಚಿಕಿತ್ಸೆ ಪಡೆಯಬಹುದು. ಹೆಚ್ಚಿನ ಮಾಹಿತಿಗಾಗಿ ಡಾ. ಕಿರಣ್‌ಕುಮಾರ್, ಸಹಾಯಕ ಪ್ರಾಧ್ಯಾಪಕರು, (ಮೊಬೈಲ್ ಸಂಖ್ಯೆ: 9449412309) ಇವರನ್ನು ಸಂಪರ್ಕಿಸಬಹುದಾಗಿದೆ ಎಂದು ಸರ್ಕಾರಿ ಆಯುರ್ವೇದ ವೈದ್ಯಕೀಯ ಮಹಾವಿದ್ಯಾಲಯ ಮತ್ತು ಆಸ್ಪತ್ರೆಯ ಪ್ರಾಂಶುಪಾಲರು ಪ್ರಕಟಣೆಯಲ್ಲಿ ತಿಳಿಸಿದ್ದಾರೆ. xyxy=(40,654,265,791)
weather-high-label: ಗರಿಷ್ಠ xyxy=(868,66,884,76)
brief-2-title: ಉಚಿತ ತಪಾಸಣೆ, ಚಿಕಿತ್ಸಾ ಶಿಬಿರ xyxy=(50,598,265,622)
photo-rajyotsava-caption: ಕೊಳ್ಳೇಗಾಲ ತಾಲೂಕು ಕನ್ನಡ ಸಾಹಿತ್ಯ ಪರಿಷತ್ತು ವತಿಯಿಂದ 70ನೇ ಕನ್ನಡ ರಾಜ್ಯೋತ್ಸವ ಕಾರ್ಯಕ್ರಮ ನಡೆಯಿತು. xyxy=(296,345,585,371)
edition-title: ಮೈಸೂರು-ಚಾಮರಾಜನಗರ xyxy=(410,8,852,68)
reservation-body xyxy=(692,1344,888,1562)
registration-marks-2 xyxy=(470,1998,530,2008)
photo-bus xyxy=(294,1418,668,1562)
reservation-body-3: ಜಾರಿ ಮಾಡಬೇಕು. ಇಲ್ಲದಿದ್ದರೆ 35 ವರ್ಷದ ಹೋರಾಟ ತೀವ್ರಗೊಳಿಸಲಾಗುವುದು. ಎಲ್ಲಾ ಜಿಲ್ಲಾ ಕೇಂದ್ರಗಳಲ್ಲಿ ಜಾಗೃತಿ ಕಾರ್ಯಕ್ರಮ ನಡೆಸಲಾಗುವುದು ಎಂದು ಎಚ್ಚರಿಸಿದರು. ಗೋಷ್ಠಿಯಲ್ಲಿ ಪದಾಧಿಕಾರಿಗಳಾದ ನಂಜುಂಡಸ್ವಾಮಿ, ಬಸವರಾಜು, ಕಾಂತರಾಜು ಹಾಜರಿದ್ದರು. xyxy=(1104,1344,1304,1406)
irrigation-dateline: ಹನೂರು: xyxy=(968,510,997,521)
crowd-shape xyxy=(969,887,1304,944)
mid-rule-1 xyxy=(956,398,957,946)
masthead-rule xyxy=(0,80,1339,82)
apmc-body xyxy=(294,514,502,944)
top-rule-1 xyxy=(626,92,627,388)
kirusuddi-badge xyxy=(40,98,260,156)
photo-gurusw-caption: ಚಾಮರಾಜನಗರ ಎಪಿಎಂಸಿ ನೂತನ ಅಧ್ಯಕ್ಷರಾಗಿ ಗುರುಸ್ವಾಮಿ ಅಧಿಕಾರ ಸ್ವೀಕರಿಸಿದರು. xyxy=(988,347,1268,359)
issue-date: 7 ನವೆಂಬರ್ 2025 xyxy=(1162,38,1247,52)
raitha-title: ಭತ್ತಕ್ಕೆ ₹3000 ಬೆಂಬಲ ಬೆಲೆ ಘೋಷಣೆಗೆ ಆಗ್ರಹ xyxy=(632,1622,1232,1663)
color-strip xyxy=(40,1572,1306,1578)
social-dateline: ಯಳಂದೂರು: xyxy=(692,1004,734,1015)
social-body-2: ಅತಿಥಿಯಾಗಿ ಆಗಮಿಸಿದ ಕಾಲೇಜಿನ ಪ್ರಾಧ್ಯಾಪಕರು ಮಾತನಾಡಿ, ವಿದ್ಯಾರ್ಥಿಗಳು ಸೇವಾ ಮನೋಭಾವದೊಂದಿಗೆ ಸಮಾಜಮುಖಿ ಕಾರ್ಯಗಳಲ್ಲಿ ತೊಡಗಿಸಿಕೊಳ್ಳಬೇಕು. ಗ್ರಾಮೀಣ ಜನರ ಸಮಸ್ಯೆಗಳನ್ನು ಅರಿತು ಪರಿಹಾರ ಕಂಡುಕೊಳ್ಳುವ ನಿಟ್ಟಿನಲ್ಲಿ ಶಿಬಿರ ಸಹಕಾರಿಯಾಗಲಿದೆ. ಗ್ರಾಮ ಪಂಚಾಯಿತಿ ಅಧ್ಯಕ್ಷರು, ಸದಸ್ಯರು, ಶಿಬಿರಾಧಿಕಾರಿಗಳು, ಉಪನ್ಯಾಸಕರು, ಸ್ವಯಂಸೇವಕರು ಹಾಜರಿದ್ದರು. xyxy=(896,1124,1096,1198)
bus-body xyxy=(294,1004,474,1414)
nss-group-shape xyxy=(897,1045,1304,1118)
lamp-icon xyxy=(86,14,116,44)
photo-ambedkar xyxy=(222,1678,612,1812)
photo-nss xyxy=(896,1004,1304,1118)
gurusw-dateline: ಚಾಮರಾಜನಗರ: xyxy=(640,136,691,147)
registration-marks xyxy=(124,1998,184,2008)
people-shape-2 xyxy=(997,157,1293,337)
photo-gurusw xyxy=(988,96,1298,340)
apmc-text: ಜಿಲ್ಲಾ ಕೇಂದ್ರದಲ್ಲಿರುವ ಕೃಷಿ ಉತ್ಪನ್ನ ಮಾರುಕಟ್ಟೆಯಲ್ಲಿ ಪ್ರತಿ ಬುಧವಾರ ಹಾಗೂ ಶನಿವಾರ ಬೆಲ್ಲ ಮಾರಾಟ ಮಾಡಲು ಬರುವ ರೈತರು ವರ್ತಕರಿಗೆ ಕಾಯಬೇಕಾದ ಸ್ಥಿತಿ ನಿರ್ಮಾಣವಾಗಿದೆ. ಎಪಿಎಂಸಿ ಆಡಳಿತ ವೈಫಲ್ಯಕ್ಕೆ ಸಾಕ್ಷಿಯಾಗಿದೆ. ಚಾಮರಾಜನಗರ ಎಪಿಎಂಸಿ ಬೆಲ್ಲ ಮಾರುಕಟ್ಟೆಗೆ ಜಿಲ್ಲೆಯ ವಿವಿಧ ತಾಲೂಕುಗಳಿಂದ ಹಾಗೂ ನೆರೆಯ ತಮಿಳುನಾಡು ಭಾಗಗಳಿಂದ ರೈತರು ಬೆಲ್ಲ ತಂದು ಮಾರಾಟ ಮಾಡುತ್ತಾರೆ. ವ್ಯಾಪಾರಸ್ಥರು, ವರ್ತಕರು ಹರಾಜು ಪ್ರಕ್ರಿಯೆಗೆ ತಡವಾಗಿ ಬರುತ್ತಿರುವುದರಿಂದ ಬೆಲ್ಲ ತಂದ ರೈತರು ಬೆಳಗ್ಗೆಯಿಂದ ಮಧ್ಯಾಹ್ನದವರೆಗೂ ಕಾಯಬೇಕಾಗಿದೆ. ಬೆಳಗ್ಗೆ 8 ಗಂಟೆಗೆ ಆರಂಭವಾಗಬೇಕಿದ್ದ ಹರಾಜು ಪ್ರಕ್ರಿಯೆ 12 ಗಂಟೆಯಾದರೂ ಆರಂಭವಾಗುತ್ತಿಲ್ಲ. ರೈತರು ಬಿಸಿಲಿನಲ್ಲಿ ಕಾಯುವ ಪರಿಸ್ಥಿತಿ ಎದುರಾಗಿದೆ. ಸುಮಾರು 15000 ರಿಂದ 20000 ಕ್ವಿಂಟಾಲ್ ಬೆಲ್ಲ ಇಲ್ಲಿಗೆ ಬರುತ್ತದೆ. ವರ್ತಕರ ಸಂಖ್ಯೆ ಕಡಿಮೆಯಿದ್ದು ಮಾರಾಟ ನಿಧಾನವಾಗುತ್ತಿದೆ. ಇತ್ತೀಚಿನ ದಿನಗಳಲ್ಲಿ ಎಪಿಎಂಸಿ ಆಡಳಿತ ಮಂಡಳಿ ಮತ್ತು ಸಿಬ್ಬಂದಿ ಸರಿಯಾಗಿ ಕೆಲಸ ಮಾಡುತ್ತಿಲ್ಲ ಎಂದು ರೈತರು ಆರೋಪಿಸಿದ್ದಾರೆ. ವರ್ತಕರು ಸಮಯಕ್ಕೆ ಸರಿಯಾಗಿ ಬಂದರೆ ರೈತರಿಗೆ ಅನುಕೂಲವಾಗುತ್ತದೆ. ಬೆಲ್ಲ ತುಂಬಿದ ವಾಹನಗಳನ್ನು ಬಾಡಿಗೆಗೆ ತಂದಿರುವ ರೈತರು ಹೆಚ್ಚುವರಿ ಬಾಡಿಗೆ ನೀಡಬೇಕಾಗಿದೆ. ಅಧಿಕಾರಿಗಳು ಈ ಬಗ್ಗೆ ಗಮನಹರಿಸಬೇಕು ಎಂದು ರೈತರು ಒತ್ತಾಯಿಸಿದ್ದಾರೆ. xyxy=(294,514,502,752)
gurusw-body xyxy=(640,136,970,382)
banner-shape xyxy=(337,107,577,147)
reservation-dateline: ಮೈಸೂರು: xyxy=(692,1344,724,1355)
